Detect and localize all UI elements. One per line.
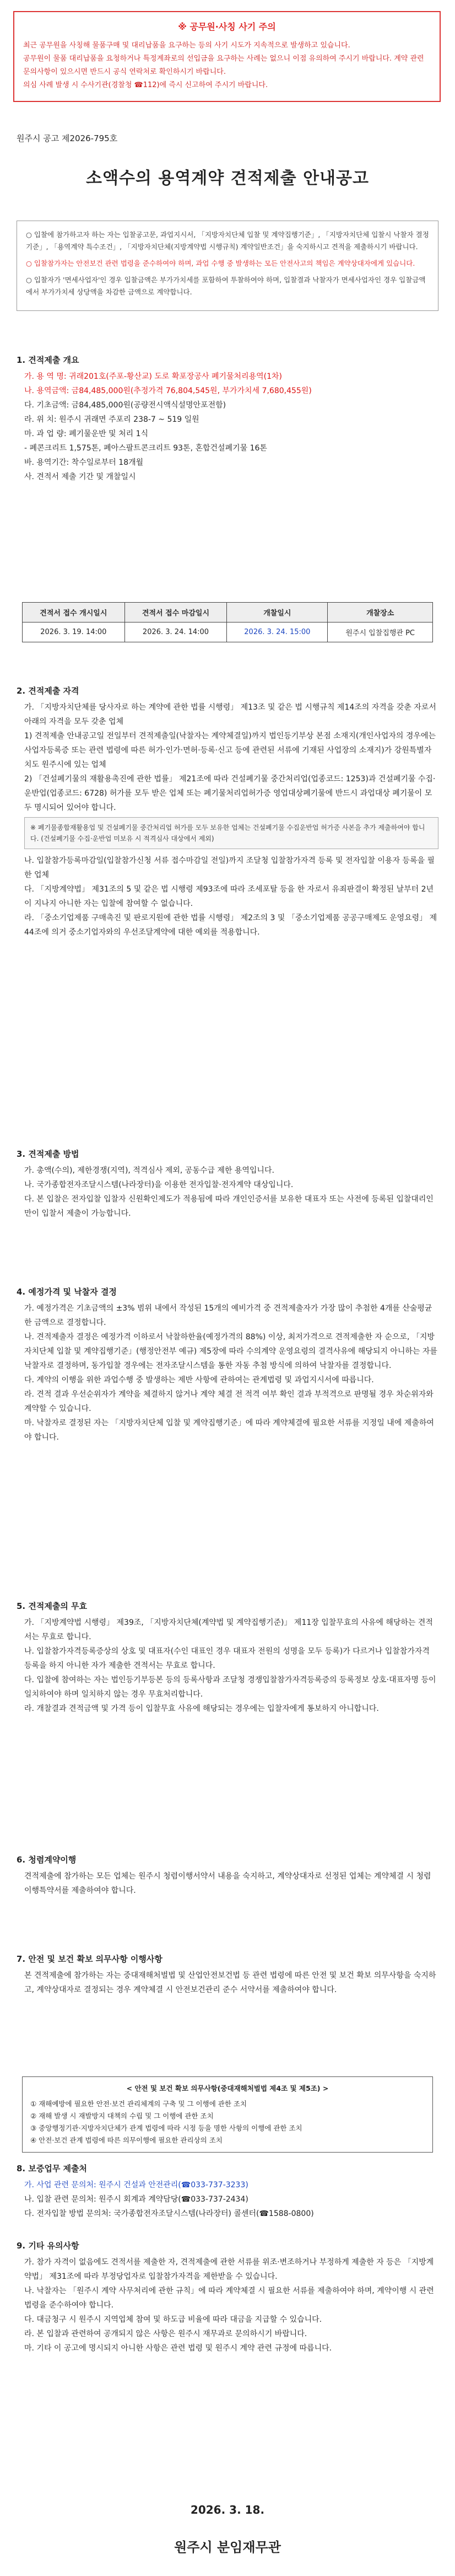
section-heading: 3. 견적제출 방법 bbox=[17, 1149, 79, 1159]
list-item: 다. 계약의 이행을 위한 과업수행 중 발생하는 제반 사항에 관하여는 관계법령 및 과업지시서에 따릅니다. bbox=[24, 1376, 374, 1384]
list-item: 나. 국가종합전자조달시스템(나라장터)을 이용한 전자입찰·전자계약 대상입니다. bbox=[24, 1180, 294, 1189]
section-heading: 2. 견적제출 자격 bbox=[17, 686, 79, 696]
list-item: 가. 「지방계약법 시행령」 제39조, 「지방자치단체(계약법 및 계약집행기준)」 제11장 입찰무효의 사유에 해당하는 견적서는 무효로 합니다. bbox=[24, 1618, 433, 1641]
section-overview bbox=[17, 353, 438, 484]
list-item: ③ 중앙행정기관·지방자치단체가 관계 법령에 따라 시정 등을 명한 사항의 이행에 관한 조치 bbox=[30, 2124, 302, 2132]
list-item: 가. 총액(수의), 제한경쟁(지역), 적격심사 제외, 공동수급 제한 용역입니다. bbox=[24, 1166, 274, 1175]
section-heading: 9. 기타 유의사항 bbox=[17, 2241, 79, 2251]
list-item: 다. 전자입찰 방법 문의처: 국가종합전자조달시스템(나라장터) 콜센터(☎1588-0800) bbox=[24, 2209, 314, 2218]
list-item: 1) 견적제출 안내공고일 전일부터 견적제출일(낙찰자는 계약체결일)까지 법인등기부상 본점 소재지(개인사업자의 경우에는 사업자등록증 또는 관련 법령에 따른 허가·인가·면허·등록·신고 등에 관련된 서류에 기재된 사업장의 소재지)가 강원특별자치도 원주시에 있는 업체 bbox=[24, 732, 436, 769]
list-item: 나. 입찰 관련 문의처: 원주시 회계과 계약담당(☎033-737-2434) bbox=[24, 2195, 248, 2204]
section-other-notes bbox=[17, 2239, 438, 2355]
section-heading: 7. 안전 및 보건 확보 의무사항 이행사항 bbox=[17, 1954, 162, 1964]
table-header: 견적서 접수 개시일시 bbox=[23, 603, 125, 622]
issuer-signature: 원주시 분임재무관 bbox=[174, 2540, 281, 2555]
list-item: 나. 견적제출자 결정은 예정가격 이하로서 낙찰하한율(예정가격의 88%) 이상, 최저가격으로 견적제출한 자 순으로, 「지방자치단체 입찰 및 계약집행기준」(행정안전부 예규) 제5장에 따라 수의계약 운영요령의 결격사유에 해당되지 아니하는 자를 낙찰자로 결정하며, 동가입찰 경우에는 전자조달시스템을 통한 자동 추첨 방식에 의하여 낙찰자를 결정합니다. bbox=[24, 1333, 437, 1370]
list-item: 나. 낙찰자는 「원주시 계약 사무처리에 관한 규칙」에 따라 계약체결 시 필요한 서류를 제출하여야 하며, 계약이행 시 관련 법령을 준수하여야 합니다. bbox=[24, 2287, 434, 2310]
scam-warning-text: 최근 공무원을 사칭해 물품구매 및 대리납품을 요구하는 등의 사기 시도가 지속적으로 발생하고 있습니다. bbox=[23, 41, 350, 50]
section-heading: 1. 견적제출 개요 bbox=[17, 355, 79, 365]
table-header: 견적서 접수 마감일시 bbox=[124, 603, 227, 622]
note-box: ※ 폐기물종합재활용업 및 건설폐기물 중간처리업 허가를 모두 보유한 업체는 건설폐기물 수집운반업 허가증 사본을 추가 제출하여야 합니다. (건설폐기물 수집·운반업 미보유 시 적격심사 대상에서 제외) bbox=[24, 817, 438, 849]
table-cell: 2026. 3. 19. 14:00 bbox=[23, 622, 125, 642]
table-header-row bbox=[23, 603, 433, 622]
list-item: 마. 낙찰자로 결정된 자는 「지방자치단체 입찰 및 계약집행기준」에 따라 계약체결에 필요한 서류를 지정일 내에 제출하여야 합니다. bbox=[24, 1419, 434, 1442]
scam-warning-text: 공무원이 물품 대리납품을 요청하거나 특정계좌로의 선입금을 요구하는 사례는 없으니 이점 유의하여 주시기 바랍니다. 계약 관련 문의사항이 있으시면 반드시 공식 연락처로 확인하시기 바랍니다. bbox=[23, 55, 424, 76]
list-item: 견적제출에 참가하는 모든 업체는 원주시 청렴이행서약서 내용을 숙지하고, 계약상대자로 선정된 업체는 계약체결 시 청렴이행특약서를 제출하여야 합니다. bbox=[24, 1872, 431, 1895]
section-submission-method bbox=[17, 1147, 438, 1221]
section-heading: 6. 청렴계약이행 bbox=[17, 1855, 77, 1865]
list-item: 라. 「중소기업제품 구매촉진 및 판로지원에 관한 법률 시행령」 제2조의 3 및 「중소기업제품 공공구매제도 운영요령」 제44조에 의거 중소기업자와의 우선조달계약에 대한 예외를 적용합니다. bbox=[24, 914, 437, 937]
list-item: ① 재해예방에 필요한 안전·보건 관리체계의 구축 및 그 이행에 관한 조치 bbox=[30, 2100, 247, 2108]
list-item: 바. 용역기간: 착수일로부터 18개월 bbox=[24, 458, 144, 467]
list-item: 나. 입찰참가자격등록증상의 상호 및 대표자(수인 대표인 경우 대표자 전원의 성명을 모두 등록)가 다르거나 입찰참가자격 등록을 하지 아니한 자가 제출한 견적서는 무효로 합니다. bbox=[24, 1647, 430, 1670]
notice-number: 원주시 공고 제2026-795호 bbox=[17, 133, 118, 143]
list-item: ④ 안전·보건 관계 법령에 따른 의무이행에 필요한 관리상의 조치 bbox=[30, 2136, 223, 2144]
list-item: 본 견적제출에 참가하는 자는 중대재해처벌법 및 산업안전보건법 등 관련 법령에 따른 안전 및 보건 확보 의무사항을 숙지하고, 계약상대자로 결정되는 경우 계약체결 시 안전보건관리 준수 서약서를 제출하여야 합니다. bbox=[24, 1971, 436, 1994]
list-item: 사. 견적서 제출 기간 및 개찰일시 bbox=[24, 473, 136, 481]
section-heading: 4. 예정가격 및 낙찰자 결정 bbox=[17, 1287, 117, 1297]
list-item: 나. 입찰참가등록마감일(입찰참가신청 서류 접수마감일 전일)까지 조달청 입찰참가자격 등록 및 전자입찰 이용자 등록을 필한 업체 bbox=[24, 856, 435, 879]
list-item: 마. 과 업 량: 폐기물운반 및 처리 1식 bbox=[24, 430, 149, 438]
table-cell: 2026. 3. 24. 14:00 bbox=[124, 622, 227, 642]
table-header: 개찰일시 bbox=[227, 603, 328, 622]
list-item: 가. 「지방자치단체를 당사자로 하는 계약에 관한 법률 시행령」 제13조 및 같은 법 시행규칙 제14조의 자격을 갖춘 자로서 아래의 자격을 모두 갖춘 업체 bbox=[24, 703, 436, 726]
section-contacts bbox=[17, 2161, 438, 2221]
list-item: 가. 용 역 명: 귀래201호(주포-황산교) 도로 확포장공사 폐기물처리용역(1차) bbox=[24, 372, 282, 381]
section-integrity bbox=[17, 1853, 438, 1898]
section-qualification bbox=[17, 684, 438, 940]
intro-text: ○ 입찰자가 '면세사업자'인 경우 입찰금액은 부가가치세를 포함하여 투찰하여야 하며, 입찰결과 낙찰자가 면세사업자인 경우 입찰금액에서 부가가치세 상당액을 차감한 금액으로 계약합니다. bbox=[26, 276, 426, 296]
section-heading: 5. 견적제출의 무효 bbox=[17, 1601, 88, 1611]
table-cell: 2026. 3. 24. 15:00 bbox=[227, 622, 328, 642]
list-item: 라. 견적 결과 우선순위자가 계약을 체결하지 않거나 계약 체결 전 적격 여부 확인 결과 부적격으로 판명될 경우 차순위자와 계약할 수 있습니다. bbox=[24, 1390, 434, 1413]
scam-warning-title: ※ 공무원·사칭 사기 주의 bbox=[178, 22, 276, 32]
list-item: 다. 입찰에 참여하는 자는 법인등기부등본 등의 등록사항과 조달청 경쟁입찰참가자격등록증의 등록정보 상호·대표자명 등이 일치하여야 하며 일치하지 않는 경우 무효처리합니다. bbox=[24, 1676, 436, 1699]
list-item: 가. 사업 관련 문의처: 원주시 건설과 안전관리(☎033-737-3233) bbox=[24, 2181, 248, 2189]
list-item: ② 재해 발생 시 재발방지 대책의 수립 및 그 이행에 관한 조치 bbox=[30, 2112, 214, 2120]
list-item: 라. 본 입찰과 관련하여 공개되지 않은 사항은 원주시 재무과로 문의하시기 바랍니다. bbox=[24, 2330, 307, 2338]
list-item: 다. 「지방계약법」 제31조의 5 및 같은 법 시행령 제93조에 따라 조세포탈 등을 한 자로서 유죄판결이 확정된 날부터 2년이 지나지 아니한 자는 입찰에 참여할 수 없습니다. bbox=[24, 885, 434, 908]
table-header: 개찰장소 bbox=[328, 603, 433, 622]
page-title: 소액수의 용역계약 견적제출 안내공고 bbox=[85, 169, 369, 188]
section-invalidity bbox=[17, 1599, 438, 1716]
section-safety-obligations bbox=[17, 1952, 438, 1997]
intro-text: ○ 입찰참가자는 안전보건 관련 법령을 준수하여야 하며, 과업 수행 중 발생하는 모든 안전사고의 책임은 계약상대자에게 있습니다. bbox=[26, 259, 415, 267]
table-row bbox=[23, 622, 433, 642]
safety-obligations-box bbox=[22, 2076, 433, 2153]
section-heading: 8. 보증업무 제출처 bbox=[17, 2164, 88, 2174]
list-item: - 폐콘크리트 1,575톤, 폐아스팔트콘크리트 93톤, 혼합건설폐기물 16톤 bbox=[24, 444, 267, 453]
intro-box bbox=[17, 221, 438, 311]
list-item: 2) 「건설폐기물의 재활용촉진에 관한 법률」 제21조에 따라 건설폐기물 중간처리업(업종코드: 1253)과 건설폐기물 수집·운반업(업종코드: 6728) 허가를 모두 받은 업체 또는 폐기물처리업허가증 영업대상폐기물에 반드시 과업대상 폐기물이 모두 명시되어 있어야 합니다. bbox=[24, 775, 436, 812]
scam-warning-box bbox=[13, 11, 441, 102]
intro-text: ○ 입찰에 참가하고자 하는 자는 입찰공고문, 과업지시서, 「지방자치단체 입찰 및 계약집행기준」, 「지방자치단체 입찰시 낙찰자 결정기준」, 「용역계약 특수조건」, 「지방자치단체(지방계약법 시행규칙) 계약일반조건」을 숙지하시고 견적을 제출하시기 바랍니다. bbox=[26, 230, 429, 251]
schedule-table bbox=[22, 602, 433, 642]
table-cell: 원주시 입찰집행관 PC bbox=[328, 622, 433, 642]
list-item: 가. 예정가격은 기초금액의 ±3% 범위 내에서 작성된 15개의 예비가격 중 견적제출자가 가장 많이 추첨한 4개를 산술평균한 금액으로 결정합니다. bbox=[24, 1304, 432, 1327]
list-item: 라. 개찰결과 견적금액 및 가격 등이 입찰무효 사유에 해당되는 경우에는 입찰자에게 통보하지 아니합니다. bbox=[24, 1704, 379, 1713]
notice-date: 2026. 3. 18. bbox=[190, 2503, 265, 2516]
scam-warning-text: 의심 사례 발생 시 수사기관(경찰청 ☎112)에 즉시 신고하여 주시기 바랍니다. bbox=[23, 81, 268, 89]
list-item: 다. 대금청구 시 원주시 지역업체 참여 및 하도급 비율에 따라 대금을 지급할 수 있습니다. bbox=[24, 2315, 322, 2324]
list-item: 라. 위 치: 원주시 귀래면 주포리 238-7 ~ 519 일원 bbox=[24, 415, 199, 424]
list-item: 나. 용역금액: 금84,485,000원(추정가격 76,804,545원, 부가가치세 7,680,455원) bbox=[24, 387, 312, 395]
list-item: 가. 참가 자격이 없음에도 견적서를 제출한 자, 견적제출에 관한 서류를 위조·변조하거나 부정하게 제출한 자 등은 「지방계약법」 제31조에 따라 부정당업자로 입찰참가자격을 제한받을 수 있습니다. bbox=[24, 2258, 434, 2281]
section-estimated-price bbox=[17, 1285, 438, 1445]
safety-box-title: < 안전 및 보건 확보 의무사항(중대재해처벌법 제4조 및 제5조) > bbox=[126, 2084, 329, 2092]
list-item: 다. 기초금액: 금84,485,000원(공량전시액식설명안포전함) bbox=[24, 401, 226, 410]
list-item: 다. 본 입찰은 전자입찰 입찰자 신원확인제도가 적용됨에 따라 개인인증서를 보유한 대표자 또는 사전에 등록된 입찰대리인만이 입찰서 제출이 가능합니다. bbox=[24, 1195, 434, 1218]
list-item: 마. 기타 이 공고에 명시되지 아니한 사항은 관련 법령 및 원주시 계약 관련 규정에 따릅니다. bbox=[24, 2344, 332, 2353]
